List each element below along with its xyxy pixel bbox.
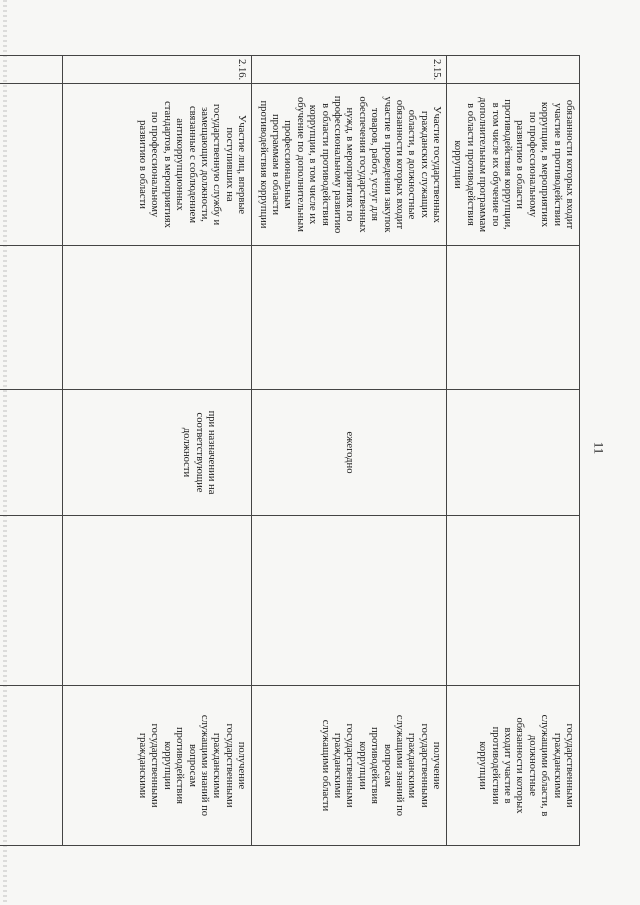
empty-cell — [252, 246, 447, 390]
deadline-cell: ежегодно — [252, 390, 447, 516]
expected-result — [0, 686, 63, 846]
table-row — [0, 56, 63, 846]
empty-cell — [0, 516, 63, 686]
event-description: обязанности которых входит участие в противодействии коррупции, в мероприятиях по профессиональному развитию в области противодействия коррупции, в том числе их обучение по дополнительным программам в области противодействия коррупции — [447, 84, 580, 246]
empty-cell — [252, 516, 447, 686]
table-row — [447, 56, 580, 846]
deadline-cell — [0, 390, 63, 516]
deadline-cell: при назначении на соответствующие должности — [63, 390, 252, 516]
empty-cell — [0, 246, 63, 390]
page-number: 11 — [591, 441, 607, 455]
empty-cell — [447, 246, 580, 390]
empty-cell — [63, 516, 252, 686]
expected-result: получение государственными гражданскими служащими знаний по вопросам противодействия коррупции государственными гражданскими — [63, 686, 252, 846]
row-number — [447, 56, 580, 84]
events-table — [0, 55, 580, 846]
expected-result: государственными гражданскими служащими области, в должностные обязанности которых входит участие в противодействии коррупции — [447, 686, 580, 846]
table-row — [252, 56, 447, 846]
row-number: 2.16. — [63, 56, 252, 84]
row-number — [0, 56, 63, 84]
event-description: Участие государственных гражданских служащих области, в должностные обязанности которых входит участие в проведении закупок товаров, работ, услуг для обеспечения государственных нужд, в мероприятиях по профессиональному развитию в области противодействия коррупции, в том числе их обучение по дополнительным профессиональным программам в области противодействия коррупции — [252, 84, 447, 246]
event-description: Участие лиц, впервые поступивших на государственную службу и замещающих должности, связанные с соблюдением антикоррупционных стандартов, в мероприятиях по профессиональному развитию в области — [63, 84, 252, 246]
event-description — [0, 84, 63, 246]
expected-result: получение государственными гражданскими служащими знаний по вопросам противодействия коррупции государственными гражданскими служащими области — [252, 686, 447, 846]
table-row — [63, 56, 252, 846]
row-number: 2.15. — [252, 56, 447, 84]
rotated-table-wrapper — [35, 55, 580, 845]
empty-cell — [63, 246, 252, 390]
empty-cell — [447, 516, 580, 686]
deadline-cell — [447, 390, 580, 516]
